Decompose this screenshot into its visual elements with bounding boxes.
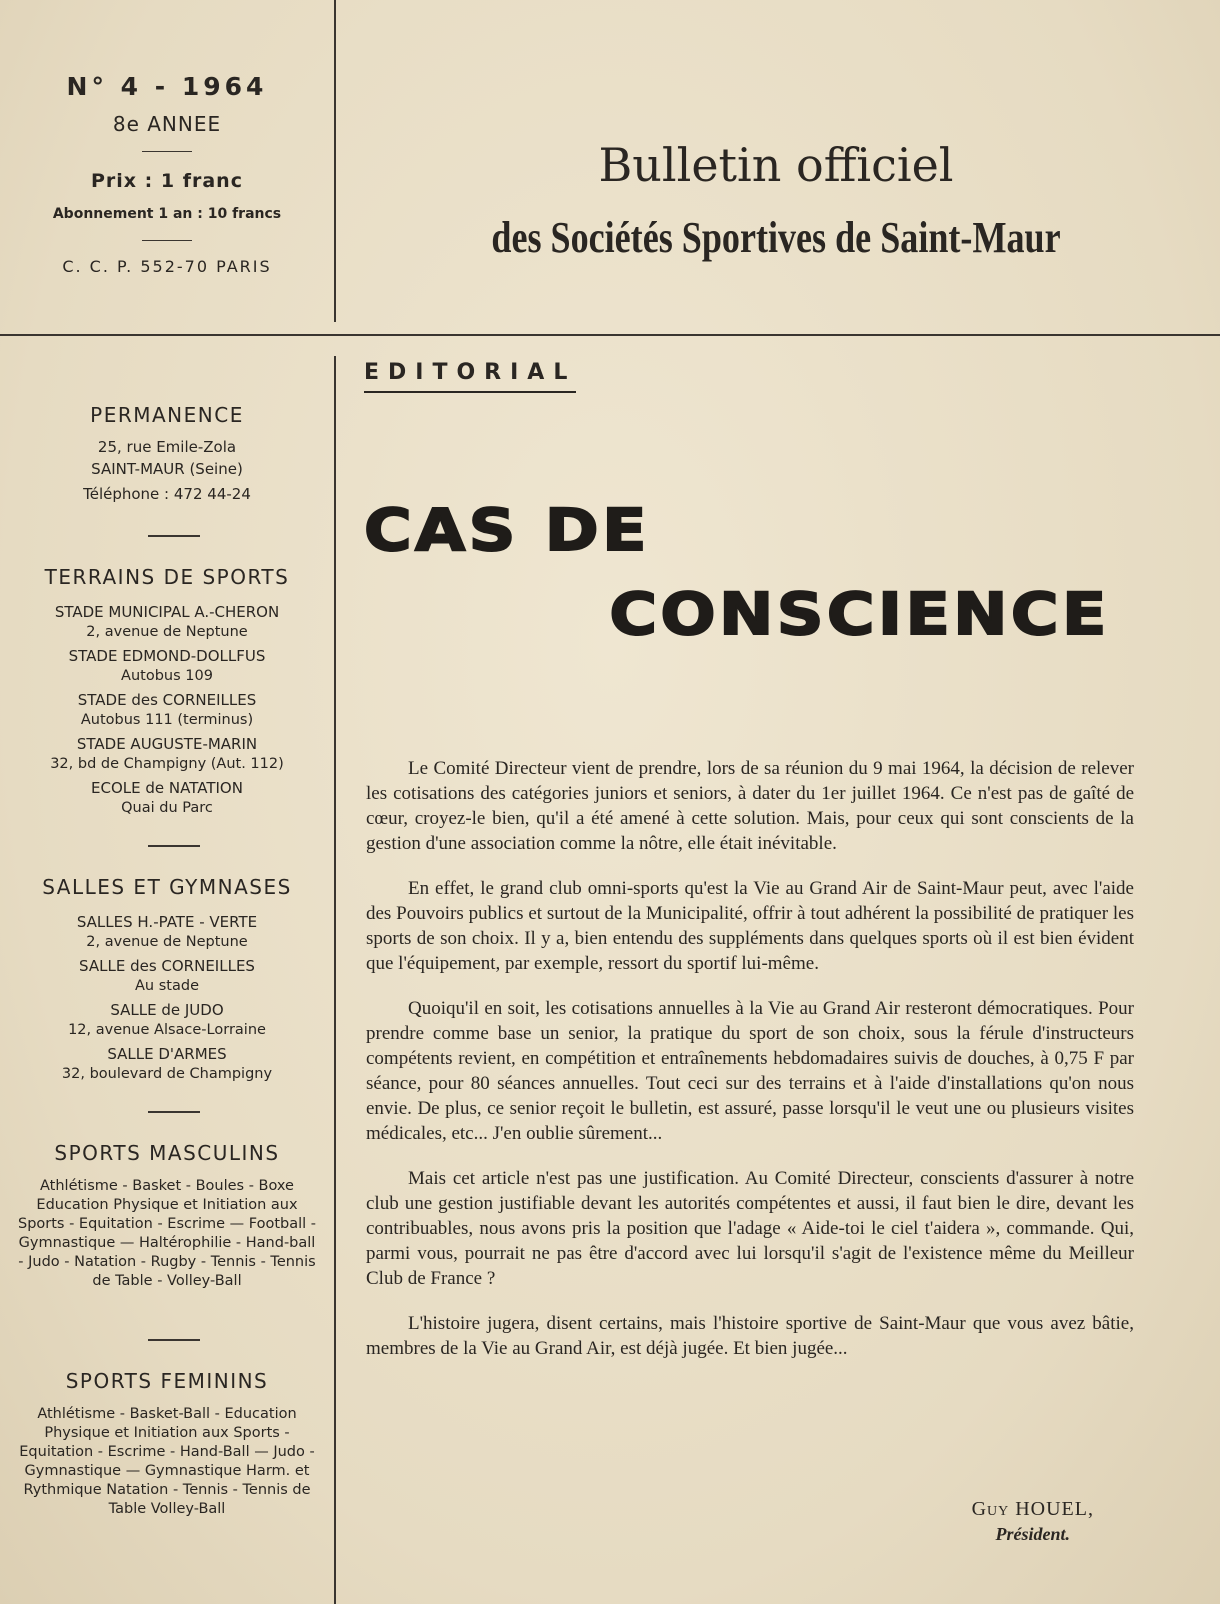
paragraph: Mais cet article n'est pas une justification. Au Comité Directeur, conscients d'assurer à notre club une gestion justifiable devant les autorités compétentes et aussi, il faut bien le dire, devant les contribuables, nous avons pris la position que l'adage « Aide-toi le ciel t'aidera », commande. Qui, parmi vous, pourrait ne pas être d'accord avec lui lorsqu'il s'agit de l'existence même du Meilleur Club de France ? [366,1168,1134,1289]
divider [148,1111,200,1113]
terrain-name: ECOLE de NATATION [91,779,243,797]
editorial-label: EDITORIAL [364,360,576,393]
feminins-section [0,1369,334,1519]
list-item [0,911,334,951]
terrain-name: STADE EDMOND-DOLLFUS [68,647,266,665]
issue-number: N° 4 - 1964 [66,72,268,101]
permanence-address: 25, rue Emile-Zola [97,438,237,456]
terrain-detail: Autobus 109 [121,668,213,684]
list-item [0,999,334,1039]
permanence-city: SAINT-MAUR (Seine) [91,460,243,478]
salle-detail: 32, boulevard de Champigny [61,1066,273,1082]
salle-detail: 12, avenue Alsace-Lorraine [68,1022,266,1038]
masthead-title: Bulletin officiel [598,138,954,192]
list-item [0,601,334,641]
terrain-name: STADE des CORNEILLES [77,691,257,709]
salles-section [0,875,334,1083]
terrain-detail: Quai du Parc [121,800,213,816]
masculins-list: Athlétisme - Basket - Boules - Boxe Education Physique et Initiation aux Sports - Equitation - Escrime — Football - Gymnastique — Haltérophilie - Hand-ball - Judo - Natation - Rugby - Tennis - Tennis de Table - Volley-Ball [18,1178,316,1289]
salle-detail: 2, avenue de Neptune [86,934,248,950]
masculins-heading: SPORTS MASCULINS [54,1141,280,1165]
feminins-list: Athlétisme - Basket-Ball - Education Physique et Initiation aux Sports - Equitation - Escrime - Hand-Ball — Judo - Gymnastique — Gymnastique Harm. et Rythmique Natation - Tennis - Tennis de Table Volley-Ball [19,1406,315,1517]
list-item [0,689,334,729]
permanence-heading: PERMANENCE [90,403,244,427]
divider [142,151,192,152]
signature-name: Guy HOUEL, [971,1498,1094,1520]
permanence-section [0,403,334,505]
headline-line-1: CAS DE [364,496,650,564]
terrains-section [0,565,334,817]
vertical-rule-bottom [334,356,336,1604]
divider [148,845,200,847]
headline-line-2: CONSCIENCE [609,580,1110,648]
issue-subscription: Abonnement 1 an : 10 francs [52,206,282,222]
terrain-name: STADE MUNICIPAL A.-CHERON [54,603,280,621]
signature-title: Président. [995,1524,1070,1544]
paragraph: L'histoire jugera, disent certains, mais l'histoire sportive de Saint-Maur que vous avez bâtie, membres de la Vie au Grand Air, est déjà jugée. Et bien jugée... [366,1313,1134,1359]
issue-ccp: C. C. P. 552-70 PARIS [62,257,272,276]
salle-name: SALLES H.-PATE - VERTE [76,913,258,931]
editorial-body [366,756,1134,1381]
list-item [0,1043,334,1083]
permanence-phone: Téléphone : 472 44-24 [83,485,251,503]
salle-name: SALLE D'ARMES [107,1045,227,1063]
list-item [0,777,334,817]
paragraph: Quoiqu'il en soit, les cotisations annuelles à la Vie au Grand Air resteront démocratiques. Pour prendre comme base un senior, la pratique du sport de son choix, sous la férule d'instructeurs compétents revient, en compétition et entraînements hebdomadaires suivis de douches, à 0,75 F par séance, pour 80 séances annuelles. Tout ceci sur des terrains et à l'aide d'installations qu'on nous envie. De plus, ce senior reçoit le bulletin, est assuré, passe lorsqu'il le veut une ou plusieurs visites médicales, etc... J'en oublie sûrement... [366,998,1134,1144]
paragraph: En effet, le grand club omni-sports qu'est la Vie au Grand Air de Saint-Maur peut, avec l'aide des Pouvoirs publics et surtout de la Municipalité, offrir à tout adhérent la possibilité de pratiquer les sports de son choix. Il y a, bien entendu des suppléments dans quelques sports où il est bien évident que l'équipement, par exemple, ressort du sportif lui-même. [366,878,1134,974]
terrains-heading: TERRAINS DE SPORTS [44,565,290,589]
terrain-detail: 32, bd de Champigny (Aut. 112) [50,756,284,772]
list-item [0,645,334,685]
salle-detail: Au stade [135,978,199,994]
salle-name: SALLE des CORNEILLES [79,957,255,975]
issue-year: 8e ANNEE [112,112,222,136]
list-item [0,955,334,995]
list-item [0,733,334,773]
feminins-heading: SPORTS FEMININS [65,1369,269,1393]
masthead-subtitle: des Sociétés Sportives de Saint-Maur [491,213,1061,262]
paragraph: Le Comité Directeur vient de prendre, lors de sa réunion du 9 mai 1964, la décision de relever les cotisations des catégories juniors et seniors, à dater du 1er juillet 1964. Ce n'est pas de gaîté de cœur, croyez-le bien, qu'il a été amené à cette solution. Mais, pour ceux qui sont conscients de la gestion d'une association comme la nôtre, elle était inévitable. [366,758,1134,854]
salle-name: SALLE de JUDO [110,1001,224,1019]
terrain-detail: 2, avenue de Neptune [86,624,248,640]
divider [142,240,192,241]
horizontal-rule [0,334,1220,336]
masculins-section [0,1141,334,1291]
divider [148,535,200,537]
terrain-detail: Autobus 111 (terminus) [80,712,254,728]
issue-price: Prix : 1 franc [91,170,243,192]
divider [148,1339,200,1341]
terrain-name: STADE AUGUSTE-MARIN [76,735,258,753]
salles-heading: SALLES ET GYMNASES [42,875,292,899]
